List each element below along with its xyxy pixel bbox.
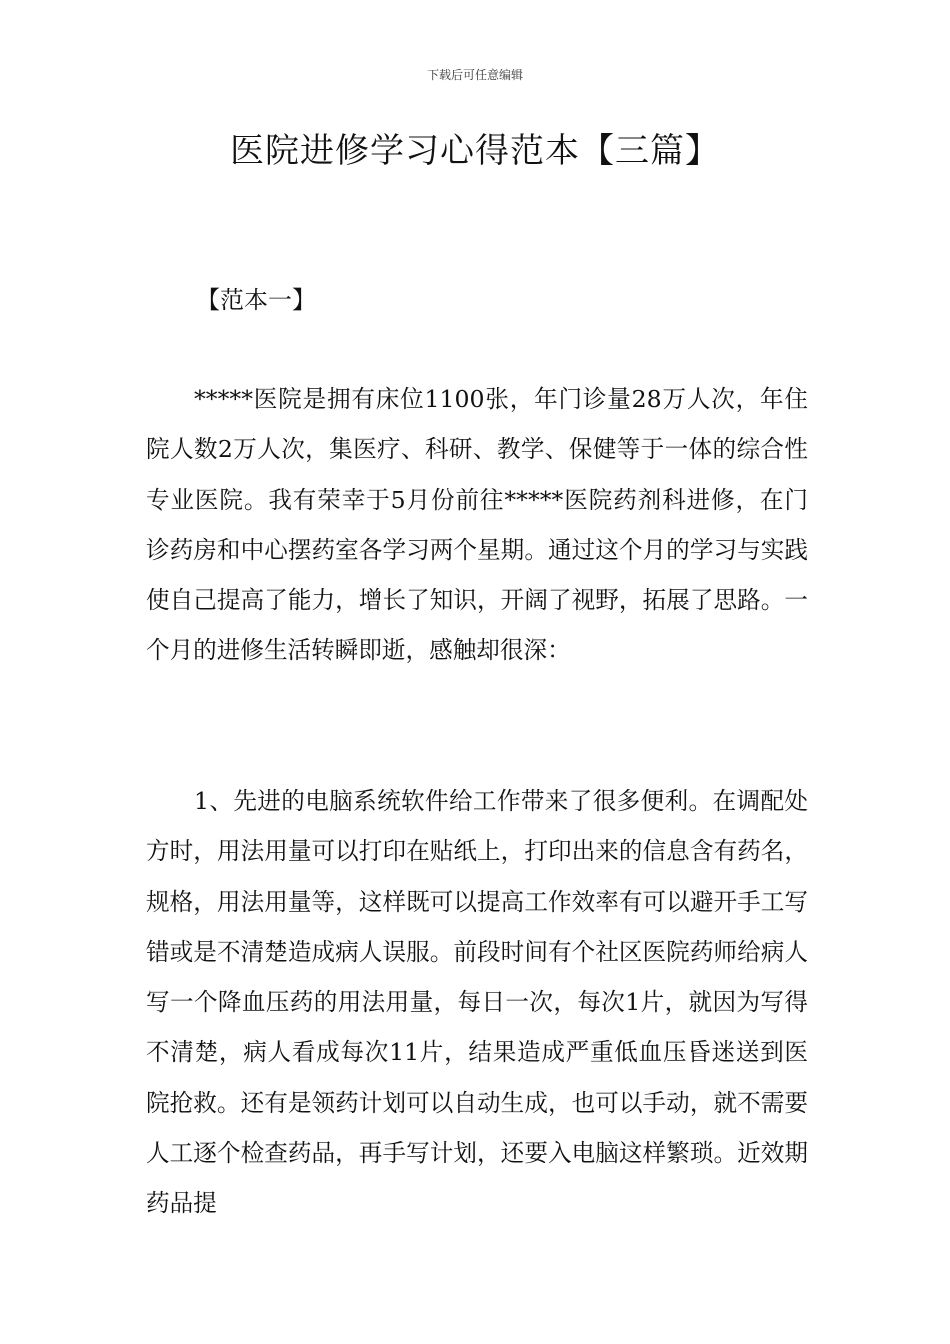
document-title: 医院进修学习心得范本【三篇】 (230, 131, 720, 171)
paragraph-point-1: 1、先进的电脑系统软件给工作带来了很多便利。在调配处方时，用法用量可以打印在贴纸上，打印出来的信息含有药名，规格，用法用量等，这样既可以提高工作效率有可以避开手工写错或是不清楚造成病人误服。前段时间有个社区医院药师给病人写一个降血压药的用法用量，每日一次，每次1片，就因为写得不清楚，病人看成每次11片，结果造成严重低血压昏迷送到医院抢救。还有是领药计划可以自动生成，也可以手动，就不需要人工逐个检查药品，再手写计划，还要入电脑这样繁琐。近效期药品提 (146, 787, 808, 1218)
paragraph-intro: *****医院是拥有床位1100张，年门诊量28万人次，年住院人数2万人次，集医疗、科研、教学、保健等于一体的综合性专业医院。我有荣幸于5月份前往*****医院药剂科进修，在门诊药房和中心摆药室各学习两个星期。通过这个月的学习与实践使自己提高了能力，增长了知识，开阔了视野，拓展了思路。一个月的进修生活转瞬即逝，感触却很深： (146, 385, 808, 665)
header-note: 下载后可任意编辑 (426, 68, 523, 82)
section-heading: 【范本一】 (196, 286, 316, 314)
